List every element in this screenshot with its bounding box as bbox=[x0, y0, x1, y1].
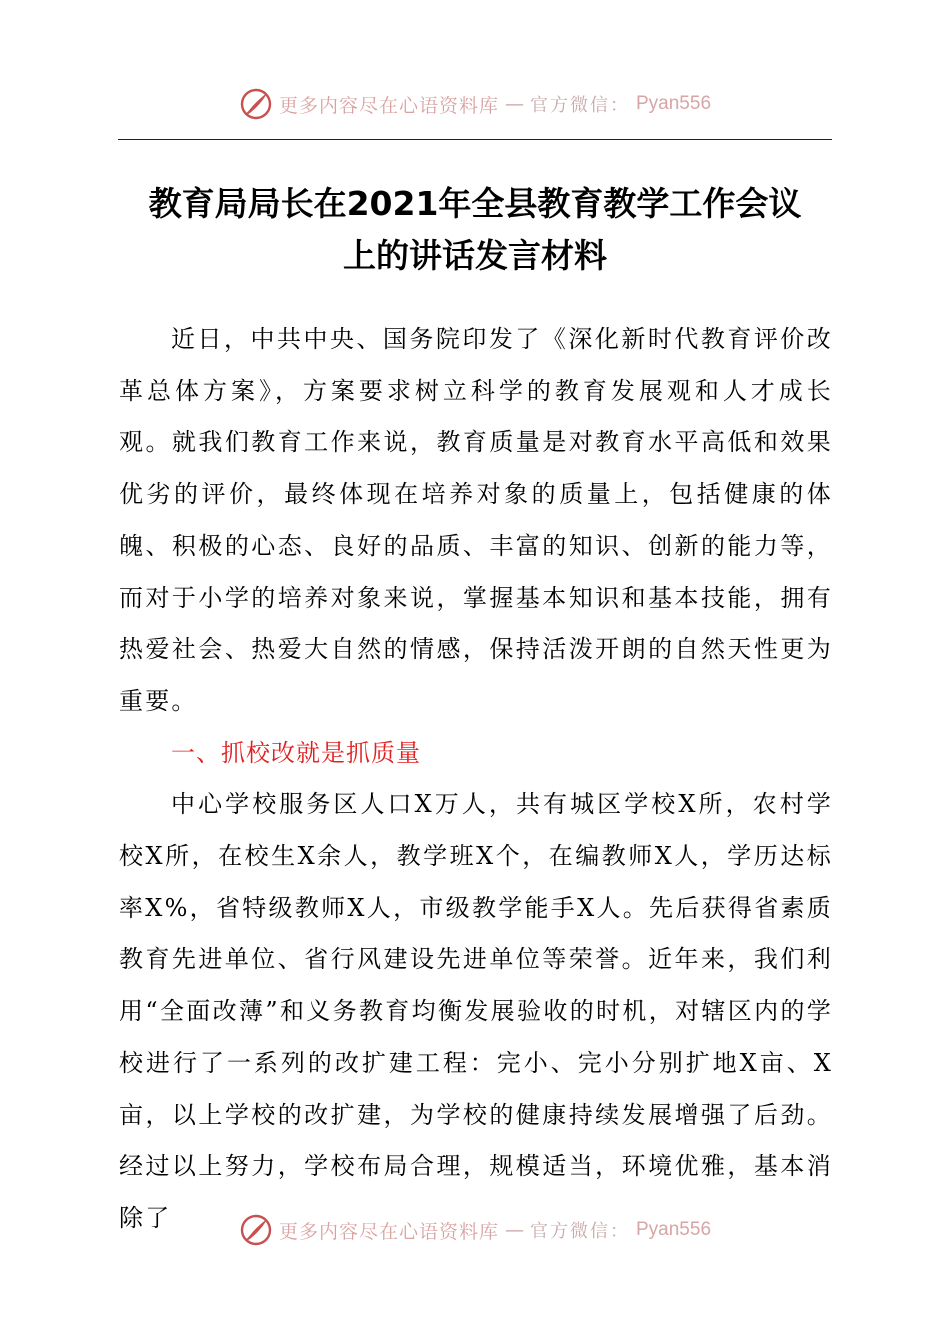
watermark-wechat-label: 官方微信： bbox=[530, 95, 630, 116]
watermark-text: 更多内容尽在心语资料库 bbox=[278, 1220, 499, 1243]
watermark-separator: — bbox=[505, 93, 524, 115]
watermark-text: 更多内容尽在心语资料库 bbox=[278, 94, 499, 117]
document-title bbox=[110, 178, 840, 282]
paragraph-2: 中心学校服务区人口X万人，共有城区学校X所，农村学校X所，在校生X余人，教学班X个，在编教师X人，学历达标率X%，省特级教师X人，市级教学能手X人。先后获得省素质教育先进单位、省行风建设先进单位等荣誉。近年来，我们利用“全面改薄”和义务教育均衡发展验收的时机，对辖区内的学校进行了一系列的改扩建工程：完小、完小分别扩地X亩、X亩，以上学校的改扩建，为学校的健康持续发展增强了后劲。经过以上努力，学校布局合理，规模适当，环境优雅，基本消除了 bbox=[119, 790, 833, 1232]
watermark-wechat-label: 官方微信： bbox=[530, 1221, 630, 1242]
watermark-wechat-id: Pyan556 bbox=[636, 93, 712, 114]
title-line-1: 教育局局长在2021年全县教育教学工作会议 bbox=[148, 184, 802, 223]
watermark-wechat-id: Pyan556 bbox=[636, 1219, 712, 1240]
title-line-2: 上的讲话发言材料 bbox=[343, 236, 607, 275]
quill-logo-icon bbox=[239, 1213, 273, 1247]
document-body bbox=[119, 314, 833, 1245]
header-watermark bbox=[0, 84, 950, 124]
section-heading-1: 一、抓校改就是抓质量 bbox=[171, 738, 421, 767]
watermark-separator: — bbox=[505, 1219, 524, 1241]
footer-watermark bbox=[0, 1210, 950, 1250]
quill-logo-icon bbox=[239, 87, 273, 121]
header-divider bbox=[118, 139, 832, 140]
paragraph-1: 近日，中共中央、国务院印发了《深化新时代教育评价改革总体方案》，方案要求树立科学的教育发展观和人才成长观。就我们教育工作来说，教育质量是对教育水平高低和效果优劣的评价，最终体现在培养对象的质量上，包括健康的体魄、积极的心态、良好的品质、丰富的知识、创新的能力等，而对于小学的培养对象来说，掌握基本知识和基本技能，拥有热爱社会、热爱大自然的情感，保持活泼开朗的自然天性更为重要。 bbox=[119, 325, 833, 715]
